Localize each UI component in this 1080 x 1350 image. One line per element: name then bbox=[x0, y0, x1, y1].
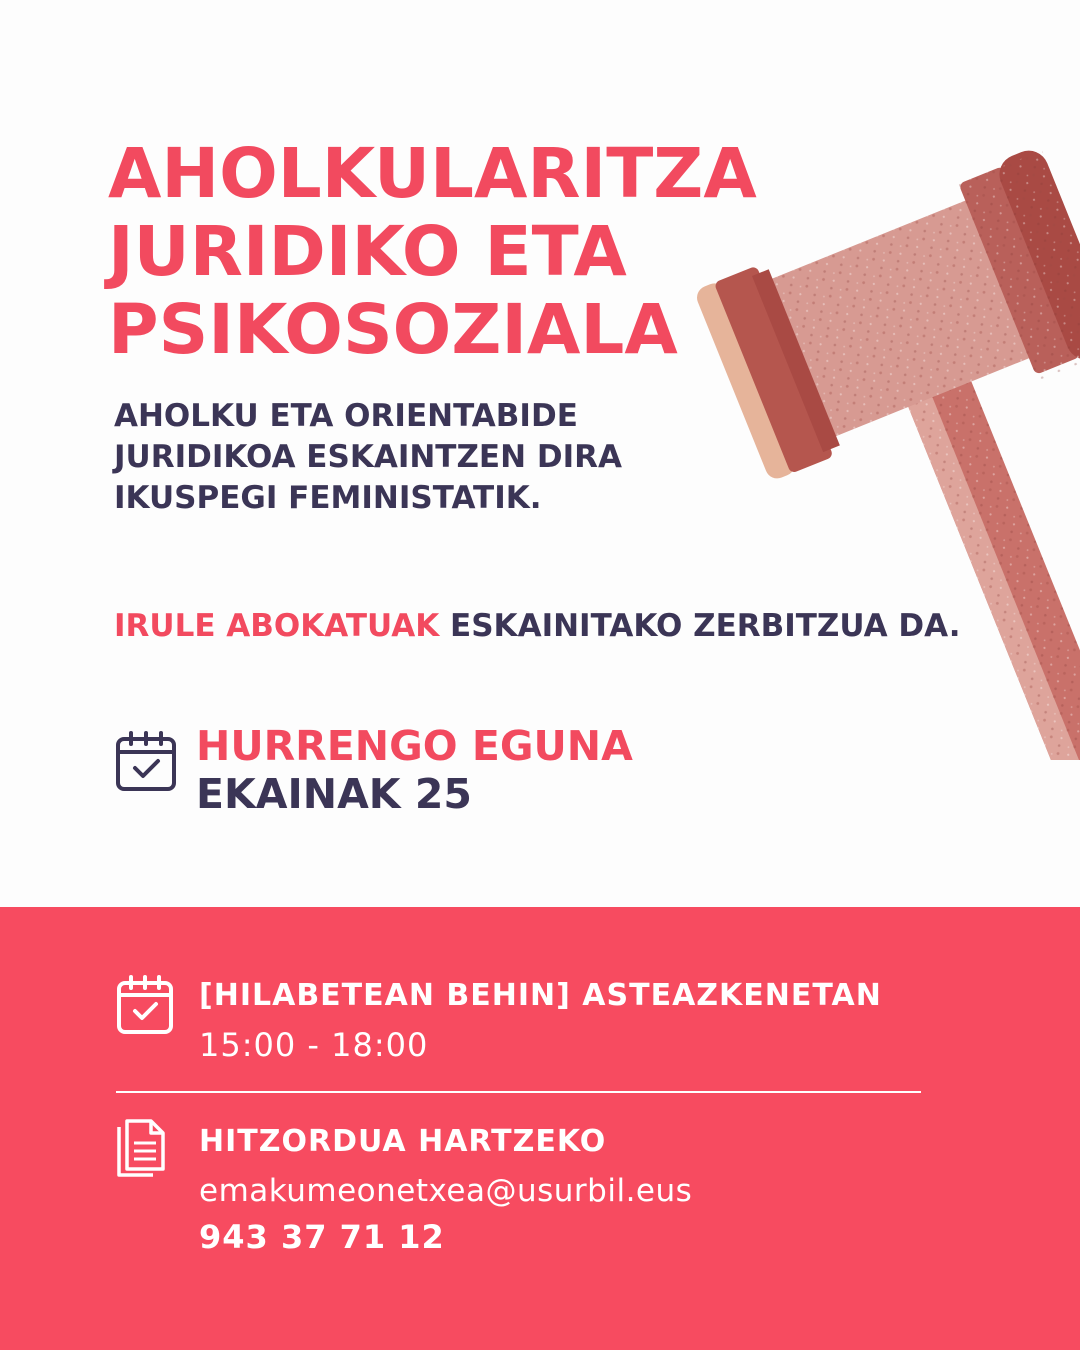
provider-text: ESKAINITAKO ZERBITZUA DA. bbox=[439, 608, 961, 644]
footer-panel bbox=[0, 907, 1080, 1350]
next-session-label: HURRENGO EGUNA bbox=[196, 722, 633, 770]
intro-line: JURIDIKOA ESKAINTZEN DIRA bbox=[114, 439, 622, 475]
schedule-title: [HILABETEAN BEHIN] ASTEAZKENETAN bbox=[199, 978, 882, 1013]
title-line: JURIDIKO ETA bbox=[108, 212, 627, 292]
appointment-email[interactable]: emakumeonetxea@usurbil.eus bbox=[199, 1173, 693, 1209]
intro-line: AHOLKU ETA ORIENTABIDE bbox=[114, 398, 578, 434]
page-title bbox=[108, 135, 757, 369]
title-line: PSIKOSOZIALA bbox=[108, 290, 678, 370]
intro-line: IKUSPEGI FEMINISTATIK. bbox=[114, 480, 542, 516]
intro-text bbox=[114, 396, 622, 519]
calendar-check-icon bbox=[114, 730, 178, 794]
title-line: AHOLKULARITZA bbox=[108, 134, 757, 214]
divider bbox=[116, 1091, 921, 1093]
document-icon bbox=[116, 1119, 166, 1179]
provider-line bbox=[114, 606, 960, 646]
schedule-hours: 15:00 - 18:00 bbox=[199, 1026, 429, 1064]
calendar-check-icon bbox=[116, 975, 174, 1035]
provider-name: IRULE ABOKATUAK bbox=[114, 608, 440, 644]
appointment-phone[interactable]: 943 37 71 12 bbox=[199, 1218, 445, 1256]
appointment-title: HITZORDUA HARTZEKO bbox=[199, 1124, 607, 1159]
next-session-date: EKAINAK 25 bbox=[196, 770, 472, 818]
